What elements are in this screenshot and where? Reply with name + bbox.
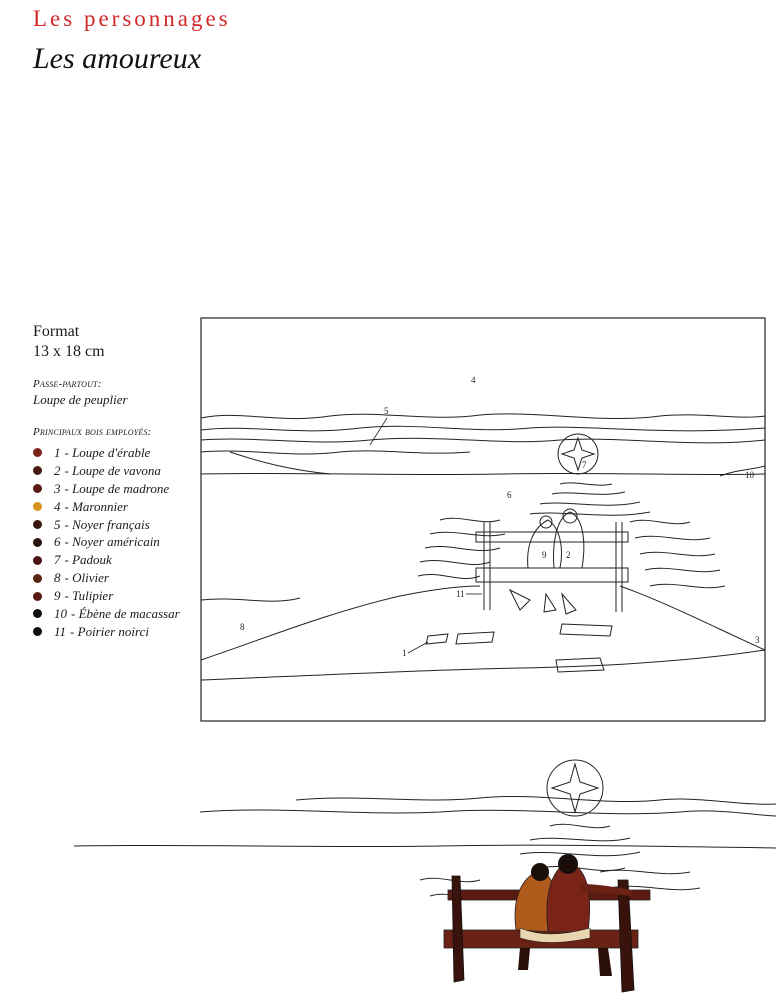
bench-seat (476, 568, 628, 582)
plan-label-2: 2 (566, 550, 571, 560)
sand-patch (426, 634, 448, 644)
plan-label-9: 9 (542, 550, 547, 560)
plan-frame (201, 318, 765, 721)
passe-partout-heading: Passe-partout: (33, 378, 102, 390)
wood-number: 7 (54, 552, 61, 568)
wood-name: - Padouk (64, 552, 112, 568)
wood-name: - Loupe de vavona (64, 462, 161, 478)
label-leader (370, 418, 387, 445)
sea-band-line (201, 414, 765, 419)
format-value: 13 x 18 cm (33, 343, 105, 360)
wood-name: - Noyer américain (64, 534, 160, 550)
passe-partout-value: Loupe de peuplier (33, 392, 128, 407)
marquetry-artwork (74, 760, 776, 992)
wood-number: 9 (54, 588, 61, 604)
wood-name: - Ébène de macassar (71, 605, 180, 621)
plan-label-6: 6 (507, 490, 512, 500)
plan-label-7: 7 (582, 460, 587, 470)
horizon-line (201, 473, 765, 474)
sea-line (296, 796, 776, 804)
wood-number: 1 (54, 444, 61, 460)
dune-line (201, 650, 765, 680)
sand-patch (456, 632, 494, 644)
star-outline (552, 764, 598, 812)
numbered-plan-drawing (201, 318, 765, 721)
wood-number: 8 (54, 570, 61, 586)
wood-number: 5 (54, 516, 61, 532)
woods-heading: Principaux bois employés: (33, 426, 152, 438)
plan-label-3: 3 (755, 635, 760, 645)
man-head (558, 854, 578, 874)
shore-line (230, 452, 330, 474)
person-outline (528, 520, 562, 568)
reflection-lines (418, 518, 505, 578)
sun-outline (558, 434, 598, 474)
wood-name: - Loupe d'érable (64, 444, 151, 460)
artwork-line-layer (74, 760, 776, 898)
reflection-lines (630, 520, 725, 587)
wood-number: 6 (54, 534, 61, 550)
wave-line (201, 598, 300, 601)
wood-name: - Olivier (64, 570, 109, 586)
horizon-line (74, 845, 776, 848)
sun-outline (547, 760, 603, 816)
label-leader (408, 642, 428, 653)
wood-name: - Tulipier (64, 588, 114, 604)
wood-number: 10 (54, 605, 67, 621)
bench-leg (518, 948, 530, 970)
format-label: Format (33, 323, 80, 340)
section-title: Les personnages (33, 6, 231, 31)
sand-patch (560, 624, 612, 636)
dune-line (620, 586, 765, 650)
wood-number: 3 (54, 480, 61, 496)
reflection-lines (530, 483, 650, 515)
sea-band-line (201, 426, 765, 431)
sea-line (200, 810, 776, 816)
woman-head (531, 863, 549, 881)
plan-label-4: 4 (471, 375, 476, 385)
plan-label-1: 1 (402, 648, 407, 658)
plan-label-5: 5 (384, 406, 389, 416)
wood-name: - Poirier noirci (70, 623, 149, 639)
wood-name: - Maronnier (64, 498, 128, 514)
sea-band-line (201, 451, 470, 454)
bench-leg (598, 948, 612, 976)
wood-number: 2 (54, 462, 61, 478)
plan-label-8: 8 (240, 622, 245, 632)
sea-band-line (201, 438, 765, 443)
wood-name: - Noyer français (64, 516, 150, 532)
plan-label-11: 11 (456, 589, 465, 599)
bench-backrest (476, 532, 628, 542)
plan-label-10: 10 (745, 470, 754, 480)
star-outline (562, 438, 594, 470)
wood-number: 11 (54, 623, 67, 639)
page-title: Les amoureux (33, 42, 202, 75)
wood-number: 4 (54, 498, 61, 514)
wood-name: - Loupe de madrone (64, 480, 170, 496)
shadow-patches (510, 590, 576, 614)
